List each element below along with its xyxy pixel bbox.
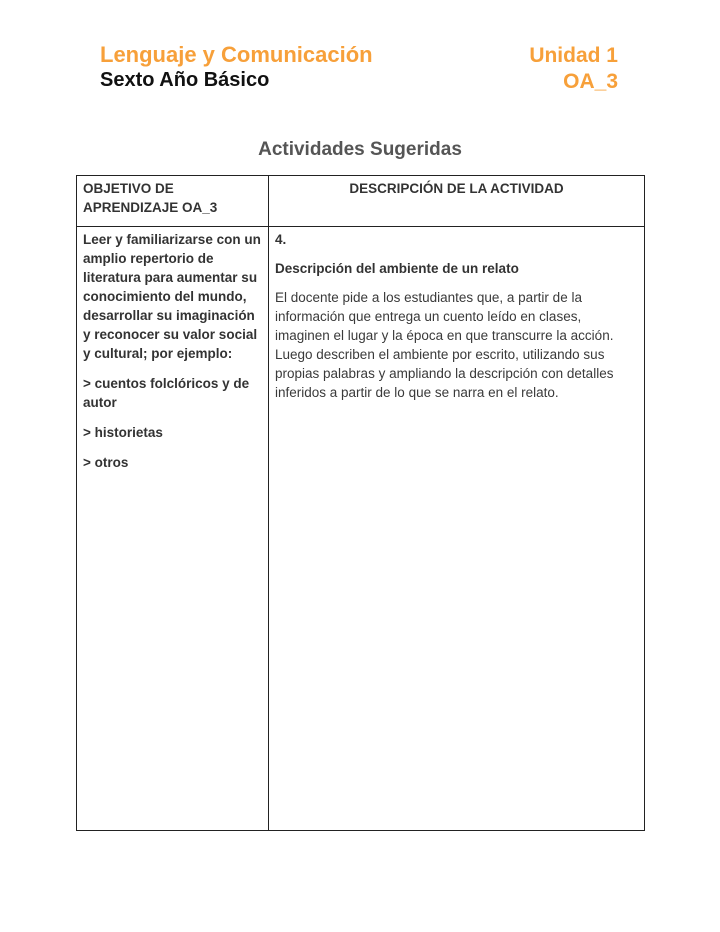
- objective-cell: [77, 227, 269, 831]
- description-column-header: DESCRIPCIÓN DE LA ACTIVIDAD: [269, 176, 645, 227]
- table-header-row: [77, 176, 645, 227]
- activity-description: El docente pide a los estudiantes que, a partir de la información que entrega un cuento leído en clases, imaginen el lugar y la época en que transcurre la acción. Luego describen el ambiente por escrito, utilizando sus propias palabras y ampliando la descripción con detalles inferidos a partir de lo que se narra en el relato.: [275, 290, 614, 400]
- section-heading: Actividades Sugeridas: [258, 139, 462, 160]
- objective-example-item: > cuentos folclóricos y de autor: [83, 376, 250, 410]
- objective-example-item: > historietas: [83, 425, 163, 440]
- activity-number: 4.: [275, 232, 287, 247]
- activity-title: Descripción del ambiente de un relato: [275, 261, 519, 276]
- objective-example-item: > otros: [83, 455, 129, 470]
- unit-label: Unidad 1: [529, 44, 618, 67]
- activities-table: [76, 175, 645, 831]
- objective-code: OA_3: [563, 70, 618, 93]
- objective-column-header: OBJETIVO DE APRENDIZAJE OA_3: [77, 176, 269, 227]
- objective-text: Leer y familiarizarse con un amplio repertorio de literatura para aumentar su conocimiento del mundo, desarrollar su imaginación y reconocer su valor social y cultural; por ejemplo:: [83, 232, 261, 361]
- grade-subtitle: Sexto Año Básico: [100, 69, 270, 91]
- table-row: [77, 227, 645, 831]
- subject-title: Lenguaje y Comunicación: [100, 42, 373, 67]
- activity-cell: [269, 227, 645, 831]
- document-header: [100, 42, 618, 98]
